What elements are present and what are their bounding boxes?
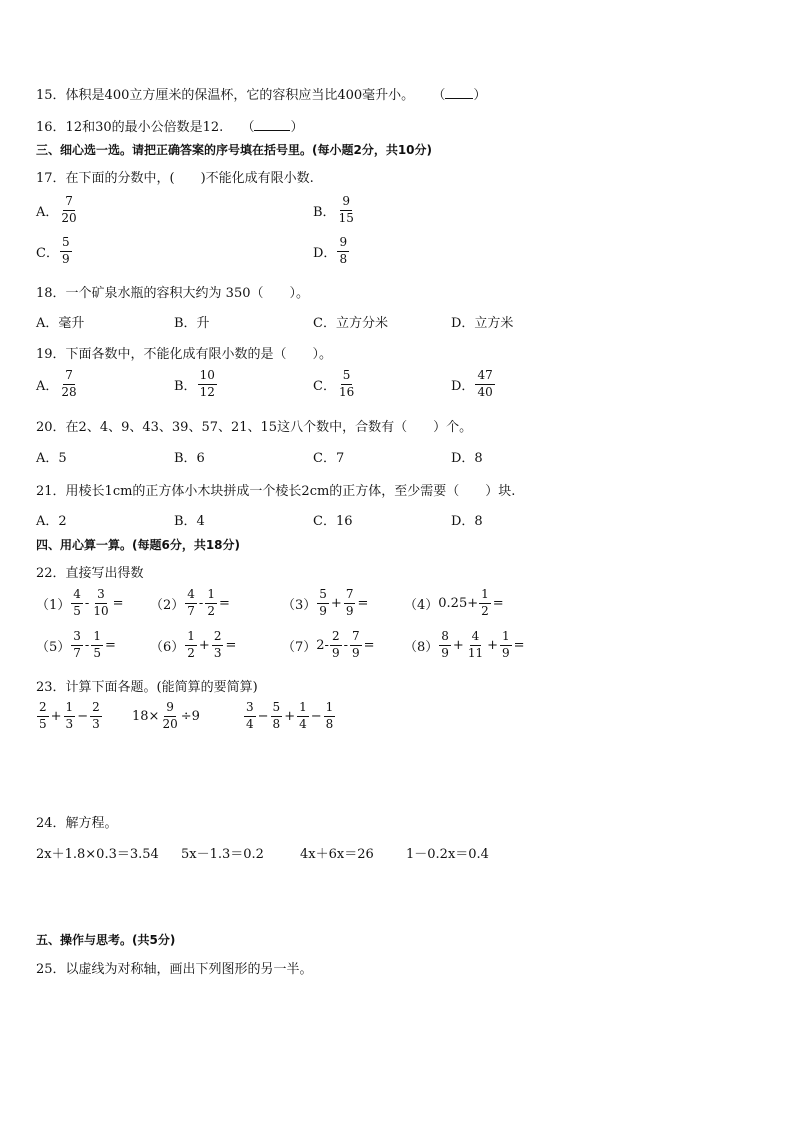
option-19-d[interactable] — [451, 369, 496, 400]
option-19-a[interactable] — [36, 369, 80, 400]
question-15 — [36, 84, 486, 103]
calc-item-4: （4） 0.25+ $\frac{1}{2}$ = — [404, 587, 504, 618]
equation-4: 1－0.2x＝0.4 — [406, 847, 489, 862]
fraction: $\frac{47}{40}$ — [477, 368, 493, 399]
option-17-b[interactable] — [313, 195, 357, 226]
equation-3: 4x＋6x＝26 — [300, 847, 374, 862]
option-17-a[interactable] — [36, 195, 80, 226]
option-label: C． — [313, 378, 336, 394]
question-24-text: 24．解方程。 — [36, 816, 118, 831]
answer-paren-open: （ — [241, 120, 255, 135]
calc-item-5: （5） $\frac{3}{7}$ - $\frac{1}{5}$ = — [36, 629, 116, 660]
question-20-text: 20．在2、4、9、43、39、57、21、15这八个数中，合数有（ ）个。 — [36, 420, 473, 435]
fraction: $\frac{7}{28}$ — [61, 368, 77, 399]
question-17-text: 17．在下面的分数中，( )不能化成有限小数. — [36, 171, 314, 186]
option-18-b[interactable]: B．升 — [174, 316, 210, 331]
expression-23-1: $\frac{2}{5}$ + $\frac{1}{3}$ − $\frac{2}{3}$ — [39, 700, 100, 731]
question-18-text: 18．一个矿泉水瓶的容积大约为 350（ ）。 — [36, 286, 309, 301]
option-21-b[interactable]: B．4 — [174, 514, 205, 529]
answer-paren-close: ） — [473, 88, 487, 103]
option-label: A． — [36, 378, 59, 394]
option-18-c[interactable]: C．立方分米 — [313, 316, 388, 331]
calc-item-3: （3） $\frac{5}{9}$ + $\frac{7}{9}$ = — [282, 587, 369, 618]
option-19-b[interactable] — [174, 369, 218, 400]
fraction: $\frac{10}{12}$ — [199, 368, 215, 399]
equation-1: 2x＋1.8×0.3＝3.54 — [36, 847, 159, 862]
fraction: $\frac{7}{20}$ — [61, 194, 77, 225]
calc-item-7: （7） 2- $\frac{2}{9}$ - $\frac{7}{9}$ = — [282, 629, 375, 660]
answer-blank-15[interactable] — [445, 86, 473, 99]
option-label: C． — [36, 245, 59, 261]
calc-item-6: （6） $\frac{1}{2}$ + $\frac{2}{3}$ = — [150, 629, 237, 660]
fraction: $\frac{5}{9}$ — [61, 235, 70, 266]
option-18-a[interactable]: A．毫升 — [36, 316, 85, 331]
section-3-title: 三、细心选一选。请把正确答案的序号填在括号里。(每小题2分，共10分) — [36, 143, 433, 157]
option-21-a[interactable]: A．2 — [36, 514, 67, 529]
question-16 — [36, 116, 303, 135]
question-19-text: 19．下面各数中，不能化成有限小数的是（ ）。 — [36, 347, 333, 362]
option-20-b[interactable]: B．6 — [174, 451, 205, 466]
option-20-d[interactable]: D．8 — [451, 451, 483, 466]
option-21-c[interactable]: C．16 — [313, 514, 353, 529]
calc-item-2: （2） $\frac{4}{7}$ - $\frac{1}{2}$ = — [150, 587, 230, 618]
calc-item-1: （1） $\frac{4}{5}$ - $\frac{3}{10}$ = — [36, 587, 124, 618]
question-25-text: 25．以虚线为对称轴，画出下列图形的另一半。 — [36, 962, 313, 977]
fraction: $\frac{9}{8}$ — [339, 235, 348, 266]
option-20-c[interactable]: C．7 — [313, 451, 345, 466]
option-17-c[interactable] — [36, 236, 73, 267]
answer-paren-open: （ — [432, 88, 446, 103]
expression-23-3: $\frac{3}{4}$ − $\frac{5}{8}$ + $\frac{1}{4}$ − $\frac{1}{8}$ — [246, 700, 334, 731]
question-22-text: 22．直接写出得数 — [36, 566, 144, 581]
option-17-d[interactable] — [313, 236, 350, 267]
option-label: D． — [451, 378, 475, 394]
option-label: B． — [313, 204, 336, 220]
section-4-title: 四、用心算一算。(每题6分，共18分) — [36, 538, 241, 552]
option-label: A． — [36, 204, 59, 220]
option-18-d[interactable]: D．立方米 — [451, 316, 514, 331]
option-label: D． — [313, 245, 337, 261]
equation-2: 5x－1.3＝0.2 — [181, 847, 264, 862]
fraction: $\frac{9}{15}$ — [338, 194, 354, 225]
option-19-c[interactable] — [313, 369, 357, 400]
section-5-title: 五、操作与思考。(共5分) — [36, 933, 176, 947]
question-21-text: 21．用棱长1cm的正方体小木块拼成一个棱长2cm的正方体，至少需要（ ）块. — [36, 484, 516, 499]
option-20-a[interactable]: A．5 — [36, 451, 67, 466]
question-15-text: 15．体积是400立方厘米的保温杯，它的容积应当比400毫升小。 — [36, 88, 415, 103]
calc-item-8: （8） $\frac{8}{9}$ + $\frac{4}{11}$ + $\frac{1}{9}$ = — [404, 629, 525, 660]
question-16-text: 16．12和30的最小公倍数是12. — [36, 120, 224, 135]
option-label: B． — [174, 378, 197, 394]
fraction: $\frac{5}{16}$ — [338, 368, 355, 399]
question-23-text: 23．计算下面各题。(能简算的要简算) — [36, 680, 258, 695]
answer-blank-16[interactable] — [254, 118, 290, 131]
option-21-d[interactable]: D．8 — [451, 514, 483, 529]
answer-paren-close: ） — [290, 120, 304, 135]
expression-23-2: 18× $\frac{9}{20}$ ÷9 — [132, 700, 200, 731]
